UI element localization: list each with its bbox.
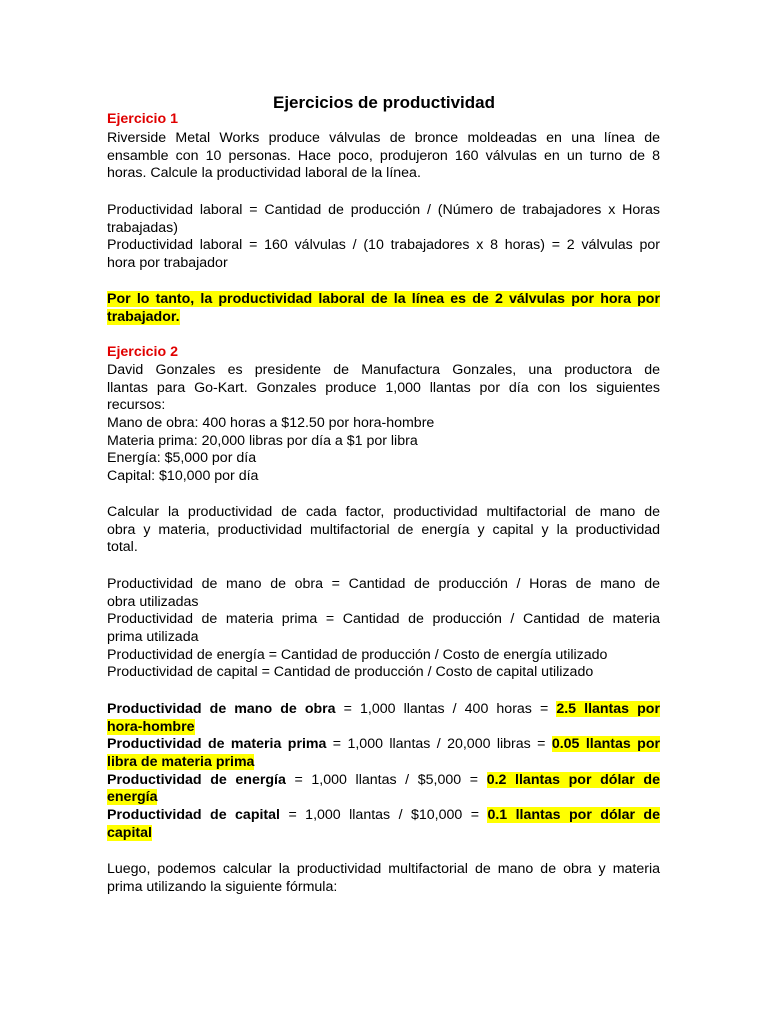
resultado-materia-prima: Productividad de materia prima = 1,000 llantas / 20,000 libras = 0.05 llantas por — [107, 736, 661, 753]
ejercicio-2-heading: Ejercicio 2 — [107, 344, 178, 360]
ejercicio-1-conclusion: Por lo tanto, la productividad laboral de la línea es de 2 válvulas por hora por trabajador. — [107, 291, 660, 325]
ejercicio-2-formulas: Productividad de mano de obra = Cantidad de producción / Horas de mano de obra utilizadas Productividad de materia prima = Cantidad de producción / Cantidad de materia prima utilizada Productividad de energía = Cantidad de producción / Costo de energía utilizado Productividad de capital = Cantidad de producción / Costo de capital utilizado — [107, 576, 660, 681]
resultado-capital: Productividad de capital = 1,000 llantas / $10,000 = 0.1 llantas por dólar de — [107, 807, 660, 824]
resultado-mano-de-obra: Productividad de mano de obra = 1,000 llantas / 400 horas = 2.5 llantas por — [107, 701, 660, 717]
ejercicio-1-formula: Productividad laboral = Cantidad de producción / (Número de trabajadores x Horas trabajadas) Productividad laboral = 160 válvulas / (10 trabajadores x 8 horas) = 2 válvulas por hora por trabajador — [107, 202, 660, 272]
ejercicio-2-resultados: Productividad de mano de obra = 1,000 llantas / 400 horas = 2.5 llantas por hora-hombre Productividad de materia prima = 1,000 llantas / 20,000 libras = 0.05 llantas por libra de materia prima Productividad de energía = 1,000 llantas / $5,000 = 0.2 llantas por dólar de energía Productividad de capital = 1,000 llantas / $10,000 = 0.1 llantas por dólar de capital — [107, 701, 661, 841]
ejercicio-1-heading: Ejercicio 1 — [107, 111, 178, 127]
ejercicio-2-enunciado: David Gonzales es presidente de Manufactura Gonzales, una productora de llantas para Go-Kart. Gonzales produce 1,000 llantas por día con los siguientes recursos: Mano de obra: 400 horas a $12.50 por hora-hombre Materia prima: 20,000 libras por día a $1 por libra Energía: $5,000 por día Capital: $10,000 por día — [107, 362, 660, 485]
resultado-energia: Productividad de energía = 1,000 llantas / $5,000 = 0.2 llantas por dólar de — [107, 771, 660, 788]
ejercicio-2-pregunta: Calcular la productividad de cada factor, productividad multifactorial de mano de obra y materia, productividad multifactorial de energía y capital y la productividad total. — [107, 504, 660, 556]
page-title: Ejercicios de productividad — [272, 93, 495, 112]
ejercicio-2-luego: Luego, podemos calcular la productividad multifactorial de mano de obra y materia prima utilizando la siguiente fórmula: — [107, 861, 660, 895]
ejercicio-1-enunciado: Riverside Metal Works produce válvulas de bronce moldeadas en una línea de ensamble con 10 personas. Hace poco, produjeron 160 válvulas en un turno de 8 horas. Calcule la productividad laboral de la línea. — [107, 130, 660, 182]
